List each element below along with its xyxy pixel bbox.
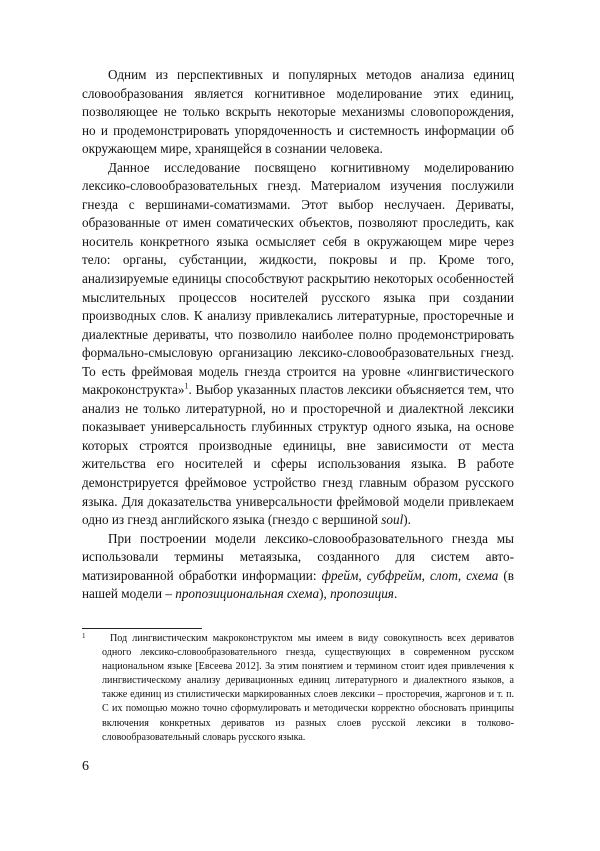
paragraph-3 — [82, 530, 514, 604]
footnote-reference: 1 — [184, 381, 189, 391]
main-text — [82, 66, 514, 604]
footnote-marker: 1 — [82, 632, 86, 640]
italic-term: пропозициональная схема — [175, 586, 320, 602]
text-run: , — [457, 567, 467, 583]
italic-term: слот — [430, 567, 458, 583]
text-run: Данное исследование посвящено когнитивному моделированию лексико-словообразовательных гнезд. Материалом изучения послужили гнезда с вершинами-соматизмами. Этот выбор неслучаен. Дериваты, образованные от имен соматических объектов, позволяют проследить, как носитель конкретного языка осмысляет себя в окружающем мире через тело: органы, субстанции, жидкости, покровы и пр. Кроме того, анализируемые единицы способствуют раскрытию некоторых особенностей мыслительных процессов носителей русского языка при создании производных слов. К анализу привлекались литературные, просторечные и диалектные дериваты, что позволило наиболее полно продемонстрировать формально-смысловую организацию лексико-словообразовательных гнезд. То есть фреймовая модель гнезда строится на уровне «лингвистического макроконструкта» — [82, 159, 514, 398]
italic-term: субфрейм — [366, 567, 422, 583]
paragraph-2 — [82, 159, 514, 530]
text-run: , — [358, 567, 367, 583]
text-run: . — [393, 586, 398, 602]
page-number: 6 — [82, 759, 89, 774]
footnote-divider — [82, 628, 202, 629]
text-run: ). — [403, 512, 411, 528]
text-run: При построении модели лексико-словообразовательного гнезда мы использовали термины метаязыка, созданного для систем автоматизированной обработки информации: — [82, 530, 514, 583]
footnote-text: Под лингвистическим макроконструктом мы имеем в виду совокупность всех дериватов одного лексико-словообразовательного гнезда, существующих в современном русском национальном языке [Евсеева 2012]. За этим понятием и термином стоит идея привлечения к лингвистическому анализу деривационных единиц литературного и диалектного языков, а также единиц из стилистически маркированных слоев лексики – просторечия, жаргонов и т. п. С их помощью можно точно сформулировать и методически корректно обосновать принципы включения конкретных дериватов из разных слоев русской лексики в толково-словообразовательный словарь русского языка. — [102, 633, 514, 743]
text-run: ), — [319, 586, 331, 602]
italic-term: пропозиция — [330, 586, 394, 602]
footnote — [82, 632, 514, 745]
italic-term: схема — [466, 567, 499, 583]
text-run: (в нашей модели – — [82, 567, 515, 602]
text-run: Одним из перспективных и популярных методов анализа единиц словообразования является когнитивное моделирование этих единиц, позволяющее не только вскрыть некоторые механизмы словопорождения, но и продемонстрировать упорядоченность и системность информации об окружающем мире, хранящейся в сознании человека. — [82, 67, 514, 157]
text-run: . Выбор указанных пластов лексики объясняется тем, что анализ не только литературной, но и просторечной и диалектной лексики показывает универсальность глубинных структур одного языка, на основе которых строятся производные единицы, вне зависимости от места жительства его носителей и сферы использования языка. В работе демонстрируется фреймовое устройство гнезд главным образом русского языка. Для доказательства универсальности фреймовой модели привлекаем одно из гнезд английского языка (гнездо с вершиной — [82, 382, 514, 528]
italic-term: soul — [381, 512, 404, 528]
paragraph-1 — [82, 66, 514, 159]
text-run: , — [421, 567, 431, 583]
italic-term: фрейм — [321, 567, 359, 583]
